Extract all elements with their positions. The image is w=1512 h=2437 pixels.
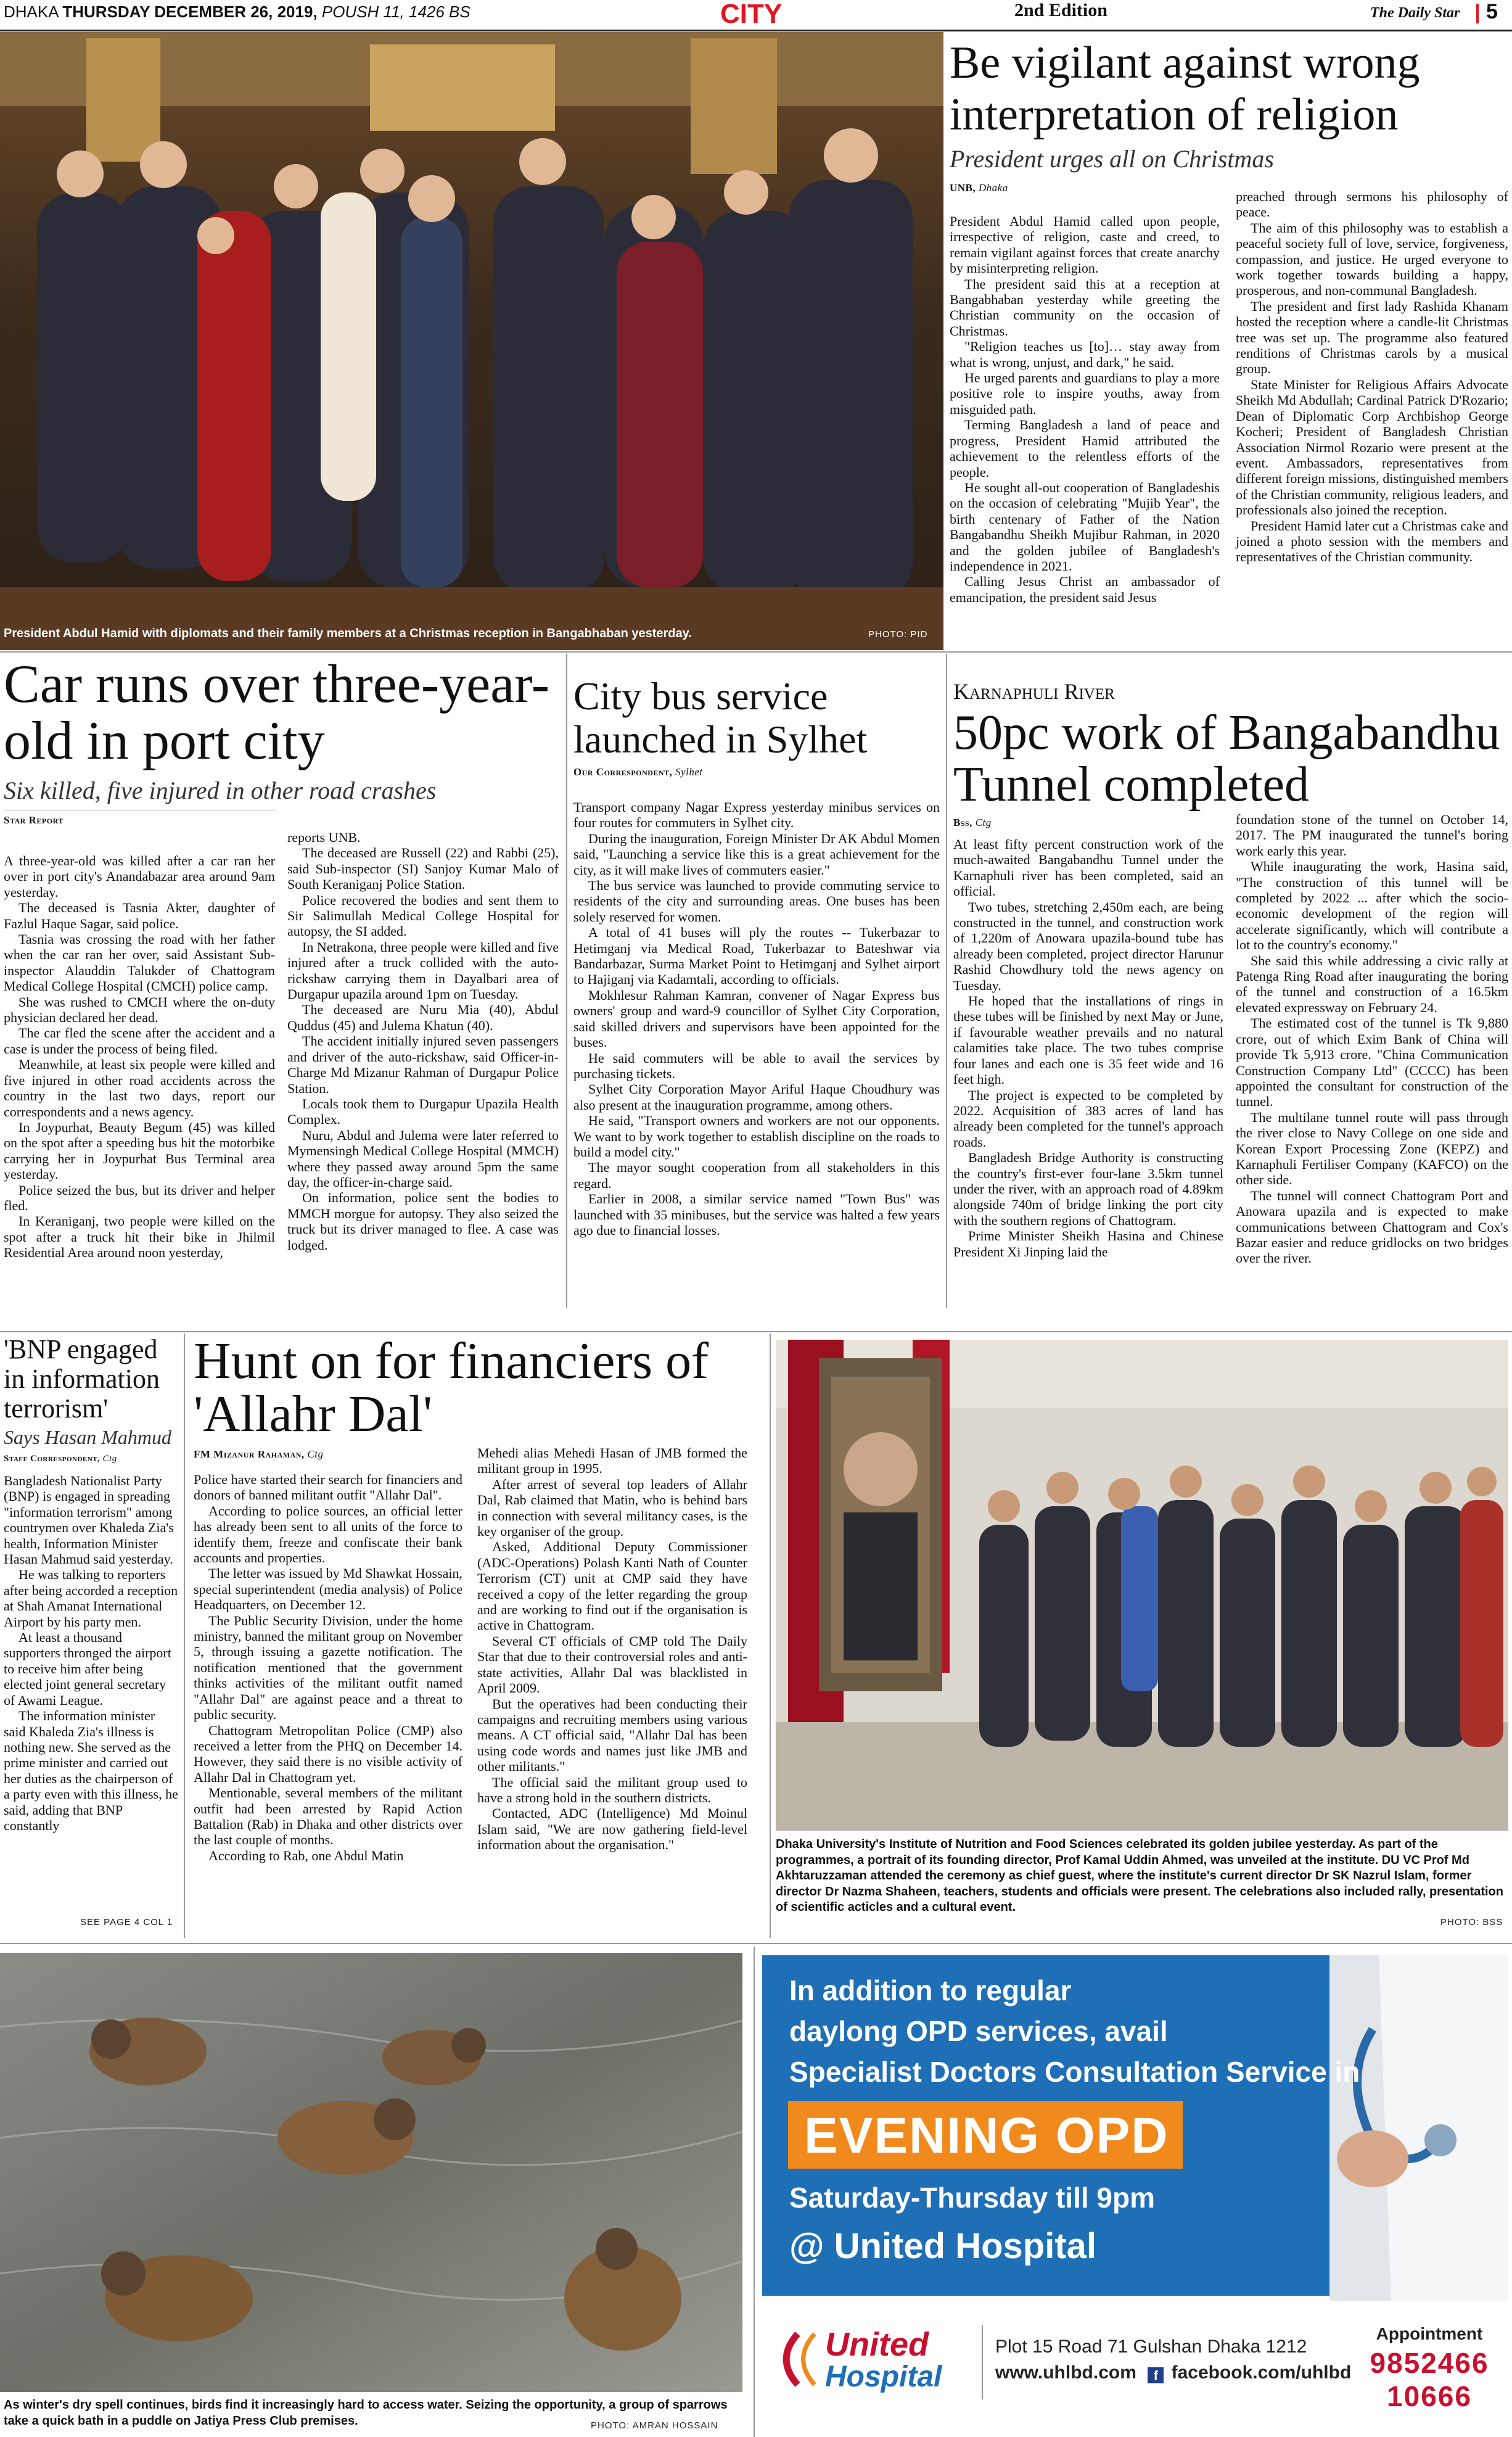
paragraph: Terming Bangladesh a land of peace and progress, President Hamid attributed the achievement to the relentless efforts of the people. <box>950 417 1220 480</box>
ad-phone1[interactable]: 9852466 <box>1370 2347 1489 2379</box>
paragraph: foundation stone of the tunnel on October 14, 2017. The PM inaugurated the tunnel's boring work early this year. <box>1236 812 1508 859</box>
byline-tunnel-place: Ctg <box>975 817 992 828</box>
paragraph: She was rushed to CMCH where the on-duty physician declared her dead. <box>4 994 275 1026</box>
paragraph: While inaugurating the work, Hasina said, "The construction of this tunnel will be completed by 2022 ... after which the socio-economic development of the region will accelerate significantly, which will contribute a lot to the country's economy." <box>1236 859 1508 953</box>
ad-facebook[interactable]: facebook.com/uhlbd <box>1171 2362 1352 2383</box>
paper-name: The Daily Star <box>1370 5 1460 21</box>
paragraph: "Religion teaches us [to]… stay away from what is wrong, unjust, and dark," he said. <box>950 339 1220 370</box>
dateline-prefix: DHAKA <box>4 2 63 21</box>
religion-col2 <box>1236 189 1508 565</box>
paragraph: The multilane tunnel route will pass through the river close to Navy College on one side and Korean Export Processing Zone (KEPZ) and Karnaphuli Fertiliser Company (KAFCO) on the other side. <box>1236 1109 1508 1188</box>
paragraph: At least fifty percent construction work of the much-awaited Bangabandhu Tunnel under the Karnaphuli river has been completed, said an official. <box>953 836 1223 899</box>
byline-bus <box>573 766 940 778</box>
paragraph: He said, "Transport owners and workers are not our opponents. We want to by work together to establish discipline on the roads to build a model city." <box>573 1113 940 1160</box>
paragraph: During the inauguration, Foreign Minister Dr AK Abdul Momen said, "Launching a service like this is a great achievement for the city, as it will make lives of commuters easier." <box>573 830 940 878</box>
tunnel-col1 <box>953 836 1223 1260</box>
paragraph: She said this while addressing a civic rally at Patenga Ring Road after inaugurating the boring of the tunnel and construction of a 16.5km elevated expressway on February 24. <box>1236 952 1508 1015</box>
paragraph: The car fled the scene after the accident and a case is under the process of being filed. <box>4 1025 275 1057</box>
paragraph: But the operatives had been conducting their campaigns and recruiting members using various means. A CT official said, "Allahr Dal has been using code words and names just like JMB and other militants." <box>477 1696 747 1775</box>
paragraph: The tunnel will connect Chattogram Port and Anowara upazila and is expected to make communications between Chattogram and Cox's Bazar easier and reduce gridlocks on two bridges over the river. <box>1236 1187 1508 1266</box>
paragraph: Police have started their search for financiers and donors of banned militant outfit "Allahr Dal". <box>194 1472 462 1503</box>
ad-phone2[interactable]: 10666 <box>1387 2380 1472 2412</box>
byline-tunnel-agency: Bss, <box>953 817 972 828</box>
rule-bus-tunnel <box>946 654 947 1308</box>
story-car <box>4 656 559 827</box>
rule-bnp-allahr <box>184 1334 185 1938</box>
ad-venue: @ United Hospital <box>789 2226 1097 2266</box>
top-photo-caption: President Abdul Hamid with diplomats and their family members at a Christmas reception in Bangabhaban yesterday. <box>4 627 692 640</box>
paragraph: Police recovered the bodies and sent them to Sir Salimullah Medical College Hospital for autopsy, the SI added. <box>287 892 559 939</box>
story-bus <box>573 675 940 778</box>
paragraph: He said commuters will be able to avail the services by purchasing tickets. <box>573 1050 940 1081</box>
paragraph: After arrest of several top leaders of Allahr Dal, Rab claimed that Matin, who is behind bars in connection with several militancy cases, is the key organiser of the group. <box>477 1476 747 1540</box>
paragraph: The aim of this philosophy was to establish a peaceful society full of love, service, forgiveness, compassion, and justice. He urged everyone to work together towards building a happy, prosperous, and non-communal Bangladesh. <box>1236 220 1508 299</box>
byline-allahr-place: Ctg <box>307 1448 324 1460</box>
bnp-jump: SEE PAGE 4 COL 1 <box>80 1917 173 1928</box>
paragraph: The bus service was launched to provide commuting service to residents of the city and surrounding areas. One buses has been solely reserved for women. <box>573 878 940 925</box>
ad-logo-word1: United <box>825 2326 929 2363</box>
paragraph: He sought all-out cooperation of Bangladeshis on the occasion of celebrating "Mujib Year", the birth centenary of Father of the Nation Bangabandhu Sheikh Mujibur Rahman, in 2020 and the golden jubilee of Bangladesh's independence in 2021. <box>950 479 1220 574</box>
deck-car: Six killed, five injured in other road crashes <box>4 777 437 804</box>
masthead <box>0 0 1512 30</box>
birds-photo-caption: As winter's dry spell continues, birds find it increasingly hard to access water. Seizing the opportunity, a group of sparrows take a quick bath in a puddle on Jatiya Press Club premises. <box>4 2398 728 2428</box>
headline-religion: Be vigilant against wrong interpretation of religion <box>950 38 1420 140</box>
rule-birds-ad <box>754 1947 755 2437</box>
paragraph: In Netrakona, three people were killed and five injured after a truck collided with the auto-rickshaw carrying them in Dayalbari area of Durgapur upazila around 1pm on Tuesday. <box>287 939 559 1002</box>
paragraph: In Joypurhat, Beauty Begum (45) was killed on the spot after a speeding bus hit the motorbike carrying her in Joypurhat Bus Terminal area yesterday. <box>4 1119 275 1182</box>
paragraph: He hoped that the installations of rings in these tubes will be finished by next May or June, if favourable weather prevails and no natural calamities take place. The two tubes comprise four lanes and each one is 35 feet wide and 16 feet high. <box>953 993 1223 1087</box>
deck-bnp: Says Hasan Mahmud <box>4 1426 171 1448</box>
christmas-reception-photo <box>0 32 943 650</box>
rule-allahr-du <box>770 1334 771 1938</box>
ad-appointment-label: Appointment <box>1376 2324 1483 2343</box>
paragraph: According to Rab, one Abdul Matin <box>208 1847 404 1863</box>
top-section-rule <box>0 651 1512 653</box>
car-col2 <box>287 830 559 1253</box>
headline-tunnel: 50pc work of Bangabandhu Tunnel completed <box>953 706 1500 812</box>
headline-allahr: Hunt on for financiers of 'Allahr Dal' <box>194 1332 709 1443</box>
dateline <box>4 2 470 22</box>
edition-label: 2nd Edition <box>1014 0 1107 20</box>
car-col1 <box>4 853 275 1261</box>
paragraph: State Minister for Religious Affairs Advocate Sheikh Md Abdullah; Cardinal Patrick D'Rozario; Dean of Diplomatic Corp Archbishop George Kocheri; President of Bangladesh Christian Association Nirmol Rozario were present at the event. Ambassadors, representatives from different foreign missions, distinguished members of the Christian community, religious leaders, and professionals also joined the reception. <box>1236 376 1508 518</box>
du-photo-caption <box>776 1837 1508 1916</box>
ad-web-row <box>995 2362 1351 2383</box>
dateline-bangla: POUSH 11, 1426 BS <box>317 2 470 21</box>
section-name: CITY <box>720 0 783 29</box>
paragraph: The information minister said Khaleda Zia's illness is nothing new. She served as the prime minister and carried out her duties as the chairperson of a party even with this illness, he said, adding that BNP constantly <box>4 1708 178 1833</box>
ad-logo[interactable] <box>781 2313 972 2406</box>
paragraph: The official said the militant group used to have a strong hold in the southern districts. <box>477 1774 747 1805</box>
paragraph: Several CT officials of CMP told The Daily Star that due to their controversial roles and anti-state activities, Allahr Dal was blacklisted in April 2009. <box>477 1633 747 1696</box>
paragraph: The president said this at a reception at Bangabhaban yesterday while greeting the Christian community on the occasion of Christmas. <box>950 276 1220 339</box>
byline-bnp-place: Ctg <box>102 1454 117 1464</box>
paragraph: Meanwhile, at least six people were killed and five injured in other road accidents across the country in the last two days, report our correspondents and a news agency. <box>4 1057 275 1120</box>
ad-line1: In addition to regular <box>789 1974 1072 2006</box>
rule-car-bus <box>566 654 567 1308</box>
ad-doctor-figure <box>1305 1955 1508 2301</box>
paragraph: Mokhlesur Rahman Kamran, convener of Nagar Express bus owners' group and ward-9 councillor of Sylhet City Corporation, said skilled drivers and supervisors have been appointed for the buses. <box>573 987 940 1050</box>
paragraph: A total of 41 buses will ply the routes -- Tukerbazar to Hetimganj via Medical Road, Tukerbazar to Bateshwar via Bandarbazar, Surma Market Point to Hetimganj and Sylhet airport to Hajiganj via Kadamtali, according to officials. <box>573 925 940 988</box>
paragraph: The Public Security Division, under the home ministry, banned the militant group on November 5, through issuing a gazette notification. The notification mentioned that the government thinks activities of the militant outfit named "Allahr Dal" are against peace and a threat to public security. <box>194 1612 462 1723</box>
top-photo-credit: PHOTO: PID <box>868 629 928 640</box>
tunnel-col2 <box>1236 812 1508 1266</box>
sparrows-bath-photo <box>0 1953 742 2392</box>
paragraph: The letter was issued by Md Shawkat Hossain, special superintendent (media analysis) of Police Headquarters, on December 12. <box>194 1565 462 1613</box>
paragraph: President Abdul Hamid called upon people, irrespective of religion, caste and creed, to remain vigilant against forces that create anarchy by misinterpreting religion. <box>950 213 1220 276</box>
paragraph: Sylhet City Corporation Mayor Ariful Haque Choudhury was also present at the inauguration programme, among others. <box>573 1081 940 1113</box>
byline-bnp-agency: Staff Correspondent, <box>4 1454 101 1464</box>
paragraph: In Keraniganj, two people were killed on the spot after a truck hit their bike in Jhilmil Residential Area around noon yesterday, <box>4 1213 275 1261</box>
page-number: 5 <box>1486 0 1498 23</box>
du-caption-text: Dhaka University's Institute of Nutrition and Food Sciences celebrated its golden jubilee yesterday. As part of the programmes, a portrait of its founding director, Prof Kamal Uddin Ahmed, was unveiled at the institute. DU VC Prof Md Akhtaruzzaman attended the ceremony as chief guest, where the institute's current director Dr SK Nazrul Islam, former director Dr Nazma Shaheen, teachers, students and officials were present. The celebrations also included rally, presentation of scientific acticles and a cultural event. <box>776 1837 1503 1914</box>
paragraph: At least a thousand supporters thronged the airport to receive him after being elected joint general secretary of Awami League. <box>4 1630 171 1708</box>
paragraph: Mentionable, several members of the militant outfit had been arrested by Rapid Action Battalion (Rab) in Dhaka and other districts over the last couple of months. <box>194 1785 462 1848</box>
paragraph: The president and first lady Rashida Khanam hosted the reception where a candle-lit Christmas tree was set up. The programme also featured renditions of Christmas carols by a musical group. <box>1236 298 1508 377</box>
paragraph: Chattogram Metropolitan Police (CMP) also received a letter from the PHQ on December 14. However, they said there is no visible activity of Allahr Dal in Chattogram yet. <box>194 1722 462 1785</box>
paragraph: Calling Jesus Christ an ambassador of emancipation, the president said Jesus <box>950 574 1220 605</box>
paragraph: reports UNB. <box>287 830 361 845</box>
paragraph: On information, police sent the bodies to MMCH morgue for autopsy. They also seized the truck but its driver managed to flee. A case was lodged. <box>287 1190 559 1253</box>
story-bnp <box>4 1335 179 1464</box>
du-portrait-unveiling-photo <box>776 1340 1508 1831</box>
byline-bus-place: Sylhet <box>675 766 703 778</box>
ad-logo-word2: Hospital <box>825 2361 942 2393</box>
paragraph: Transport company Nagar Express yesterday minibus services on four routes for commuters in Sylhet city. <box>573 799 940 831</box>
paragraph: Police seized the bus, but its driver and helper fled. <box>4 1182 275 1213</box>
paragraph: The mayor sought cooperation from all stakeholders in this regard. <box>573 1160 940 1191</box>
paragraph: The deceased are Russell (22) and Rabbi (25), said Sub-inspector (SI) Sanjoy Kumar Malo of South Keraniganj Police Station. <box>287 845 559 893</box>
bus-body <box>573 799 940 1238</box>
paragraph: He was talking to reporters after being accorded a reception at Shah Amanat International Airport by his party men. <box>4 1567 178 1630</box>
page-divider <box>1476 4 1479 23</box>
paragraph: President Hamid later cut a Christmas cake and joined a photo session with the members and representatives of the Christian community. <box>1236 518 1508 565</box>
headline-car: Car runs over three-year-old in port city <box>4 654 550 771</box>
story-allahr <box>194 1332 742 1461</box>
bnp-body <box>4 1473 179 1833</box>
ad-line2: daylong OPD services, avail <box>789 2015 1168 2047</box>
paragraph: The deceased is Tasnia Akter, daughter of Fazlul Haque Sagar, said police. <box>4 900 275 931</box>
kicker-tunnel: Karnaphuli River <box>953 679 1115 704</box>
paragraph: Prime Minister Sheikh Hasina and Chinese President Xi Jinping laid the <box>953 1228 1223 1260</box>
paragraph: According to police sources, an official letter has already been sent to all units of the force to identify them, freeze and confiscate their bank accounts and properties. <box>194 1503 462 1566</box>
paragraph: Asked, Additional Deputy Commissioner (ADC-Operations) Polash Kanti Nath of Counter Terrorism (CT) unit at CMP said they have received a copy of the letter regarding the group and are working to find out if the organisation is active in Chattogram. <box>477 1539 747 1633</box>
ad-hours: Saturday-Thursday till 9pm <box>789 2182 1156 2214</box>
paragraph: Mehedi alias Mehedi Hasan of JMB formed the militant group in 1995. <box>477 1445 747 1477</box>
byline-religion-agency: UNB, <box>950 182 976 194</box>
paragraph: The deceased are Nuru Mia (40), Abdul Quddus (45) and Julema Khatun (40). <box>287 1002 559 1033</box>
paragraph: A three-year-old was killed after a car ran her over in port city's Anandabazar area around 9am yesterday. <box>4 853 275 900</box>
paragraph: Locals took them to Durgapur Upazila Health Complex. <box>287 1095 559 1128</box>
byline-bus-agency: Our Correspondent, <box>573 766 673 778</box>
paragraph: preached through sermons his philosophy of peace. <box>1236 189 1508 220</box>
paragraph: Tasnia was crossing the road with her father when the car ran her over, said Assistant Sub-inspector Alauddin Talukder of Chattogram Medical College Hospital (CMCH) police camp. <box>4 931 275 994</box>
paragraph: Two tubes, stretching 2,450m each, are being constructed in the tunnel, and construction work of 1,220m of Anowara upazila-bound tube has already been completed, project director Harunur Rashid Chowdhury told the news agency on Tuesday. <box>953 899 1223 993</box>
paragraph: The estimated cost of the tunnel is Tk 9,880 crore, out of which Exim Bank of China will provide Tk 5,913 crore. "China Communication Construction Company Ltd" (CCCC) has been appointed the consultant for construction of the tunnel. <box>1236 1015 1508 1110</box>
byline-allahr-agency: FM Mizanur Rahaman, <box>194 1448 305 1460</box>
masthead-rule <box>0 30 1512 31</box>
ad-website[interactable]: www.uhlbd.com <box>995 2362 1136 2383</box>
birds-photo-credit: PHOTO: AMRAN HOSSAIN <box>591 2420 718 2431</box>
religion-col1 <box>950 213 1220 605</box>
bottom-section-rule <box>0 1943 1512 1944</box>
facebook-icon: f <box>1148 2367 1164 2383</box>
du-photo-credit: PHOTO: BSS <box>1440 1917 1503 1928</box>
ad-address: Plot 15 Road 71 Gulshan Dhaka 1212 <box>995 2336 1307 2357</box>
paragraph: The accident initially injured seven passengers and driver of the auto-rickshaw, said Officer-in-Charge Md Mizanur Rahman of Durgapur Police Station. <box>287 1033 559 1096</box>
paragraph: Bangladesh Nationalist Party (BNP) is engaged in spreading "information terrorism" among countrymen over Khaleda Zia's health, Information Minister Hasan Mahmud said yesterday. <box>4 1473 174 1567</box>
byline-car: Star Report <box>4 814 64 826</box>
paragraph: Nuru, Abdul and Julema were later referred to Mymensingh Medical College Hospital (MMCH) where they passed away around 5pm the same day, the officer-in-charge said. <box>287 1127 559 1190</box>
allahr-col1 <box>194 1472 462 1863</box>
headline-bnp: 'BNP engaged in information terrorism' <box>4 1334 160 1424</box>
paragraph: Bangladesh Bridge Authority is constructing the country's first-ever four-lane 3.5km tunnel under the river, with an approach road of 4.89km alongside 740m of bridge linking the port city with the southern regions of Chattogram. <box>953 1150 1223 1228</box>
byline-religion-place: Dhaka <box>978 182 1008 194</box>
united-hospital-ad[interactable] <box>762 1955 1508 2433</box>
ad-evening-opd-banner <box>788 2101 1183 2169</box>
allahr-col2 <box>477 1445 747 1853</box>
ad-line3: Specialist Doctors Consultation Service in <box>789 2056 1360 2088</box>
story-tunnel <box>953 678 1508 829</box>
deck-religion: President urges all on Christmas <box>950 145 1274 173</box>
paragraph: He urged parents and guardians to play a more positive role to inspire youths, away from misguided path. <box>950 370 1220 417</box>
paragraph: Contacted, ADC (Intelligence) Md Moinul Islam said, "We are now gathering field-level information about the organisation." <box>477 1805 747 1853</box>
paragraph: Earlier in 2008, a similar service named "Town Bus" was launched with 35 minibuses, but the service was halted a few years ago due to financial losses. <box>573 1191 940 1238</box>
headline-bus: City bus service launched in Sylhet <box>573 674 868 761</box>
dateline-date: THURSDAY DECEMBER 26, 2019, <box>62 2 318 21</box>
byline-bnp <box>4 1454 179 1464</box>
ad-evening-opd-text: EVENING OPD <box>804 2108 1169 2164</box>
ad-footer-divider <box>982 2325 983 2399</box>
paragraph: The project is expected to be completed by 2022. Acquisition of 383 acres of land has already been completed for the tunnel's approach roads. <box>953 1087 1223 1150</box>
